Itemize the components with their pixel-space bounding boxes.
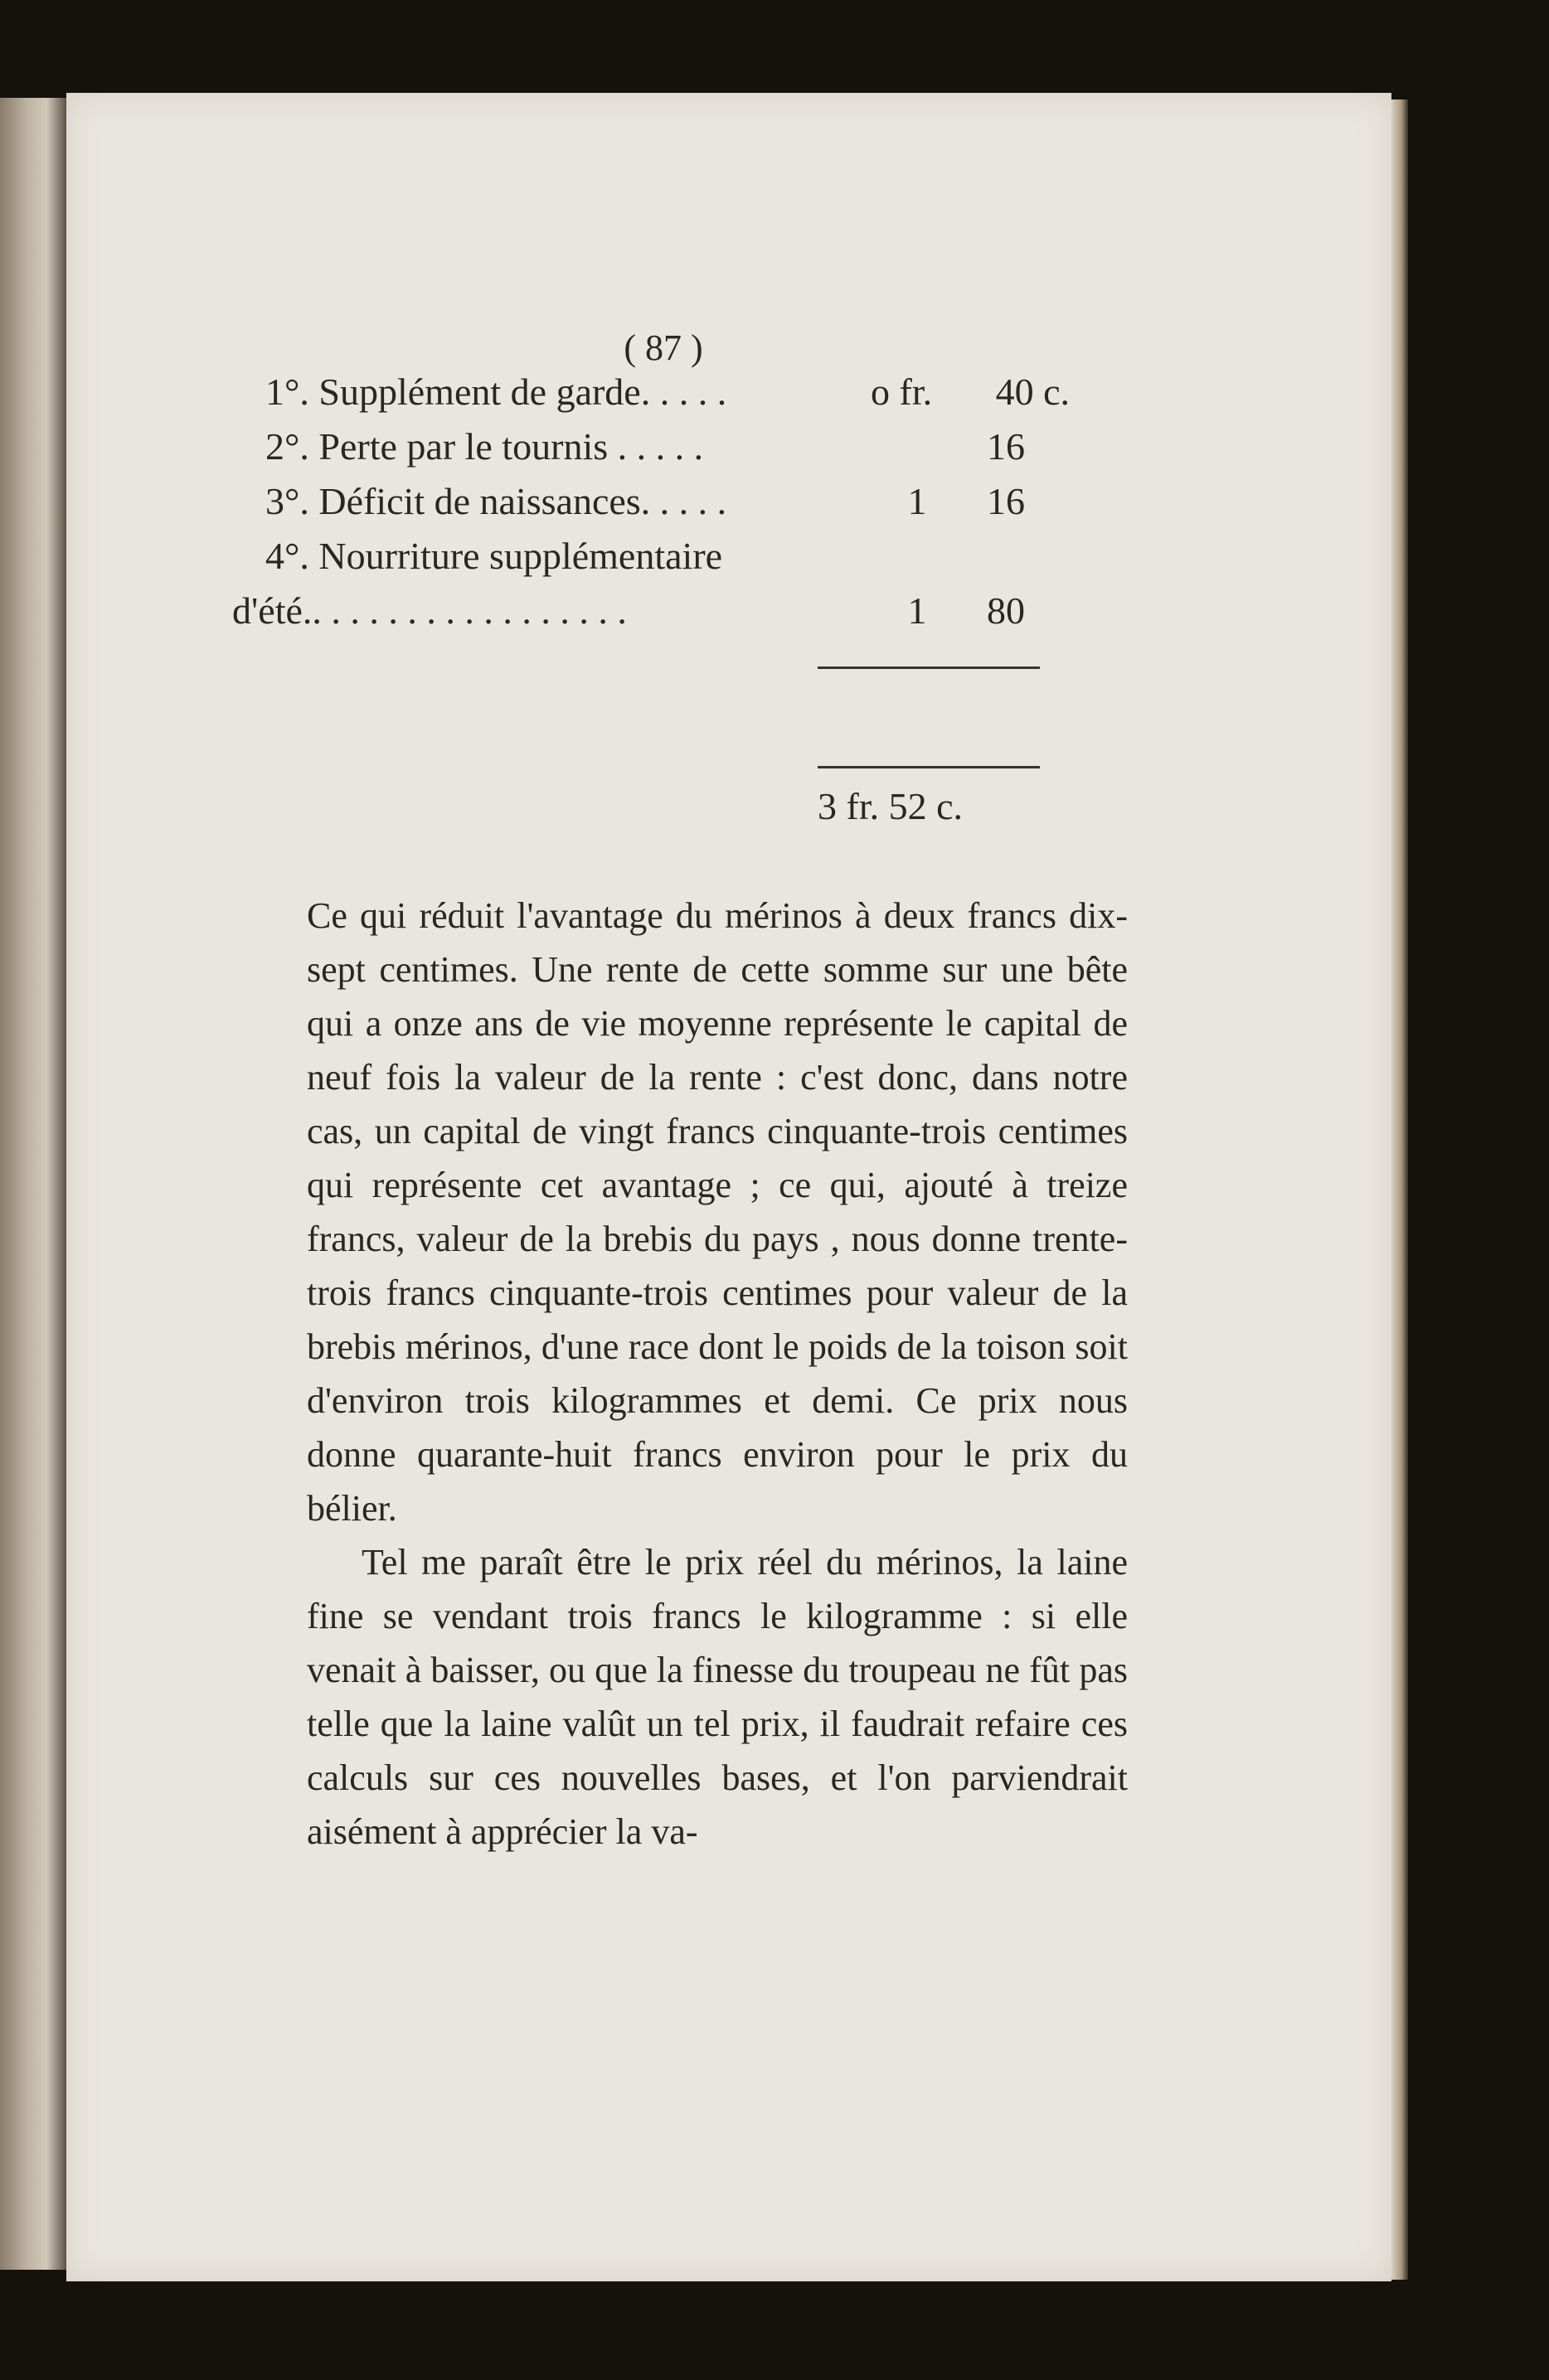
row-value-centimes: 40 c. bbox=[995, 371, 1070, 413]
cost-table bbox=[232, 365, 1111, 638]
row-value-centimes: 16 bbox=[987, 480, 1025, 522]
paragraph: Ce qui réduit l'avantage du mérinos à deux francs dix-sept centimes. Une rente de cette somme sur une bête qui a onze ans de vie moyenne représente le capital de neuf fois la valeur de la rente : c'est donc, dans notre cas, un capital de vingt francs cinquante-trois centimes qui représente cet avantage ; ce qui, ajouté à treize francs, valeur de la brebis du pays , nous donne trente-trois francs cinquante-trois centimes pour valeur de la brebis mérinos, d'une race dont le poids de la toison soit d'environ trois kilogrammes et demi. Ce prix nous donne quarante-huit francs environ pour le prix du bélier. bbox=[307, 895, 1128, 1529]
row-value-centimes: 16 bbox=[987, 425, 1025, 468]
page-fore-edge bbox=[1391, 99, 1408, 2280]
row-label: 2°. Perte par le tournis . . . . . bbox=[265, 425, 704, 468]
row-value-francs: o fr. bbox=[871, 371, 933, 413]
table-total: 3 fr. 52 c. bbox=[818, 785, 964, 827]
sum-rule-top bbox=[818, 666, 1040, 669]
row-label: d'été.. . . . . . . . . . . . . . . . . bbox=[232, 589, 627, 632]
book-page bbox=[66, 93, 1391, 2281]
paragraph: Tel me paraît être le prix réel du mérinos, la laine fine se vendant trois francs le kilogramme : si elle venait à baisser, ou que la finesse du troupeau ne fût pas telle que la laine valût un tel prix, il faudrait refaire ces calculs sur ces nouvelles bases, et l'on parviendrait aisément à apprécier la va- bbox=[307, 1542, 1128, 1852]
row-label: 1°. Supplément de garde. . . . . bbox=[265, 371, 727, 413]
row-value-centimes: 80 bbox=[987, 589, 1025, 632]
row-label: 3°. Déficit de naissances. . . . . bbox=[265, 480, 727, 522]
sum-rule-bottom bbox=[818, 766, 1040, 768]
row-value-francs: 1 bbox=[907, 480, 927, 522]
table-row bbox=[232, 419, 1111, 474]
facing-page-edge bbox=[0, 98, 66, 2270]
page-number: ( 87 ) bbox=[624, 327, 703, 368]
body-text bbox=[307, 889, 1128, 1859]
table-row bbox=[232, 584, 1111, 638]
row-value-francs: 1 bbox=[907, 589, 927, 632]
table-row bbox=[232, 365, 1111, 419]
row-label: 4°. Nourriture supplémentaire bbox=[265, 535, 723, 577]
table-row bbox=[232, 474, 1111, 529]
table-row bbox=[232, 529, 1111, 584]
